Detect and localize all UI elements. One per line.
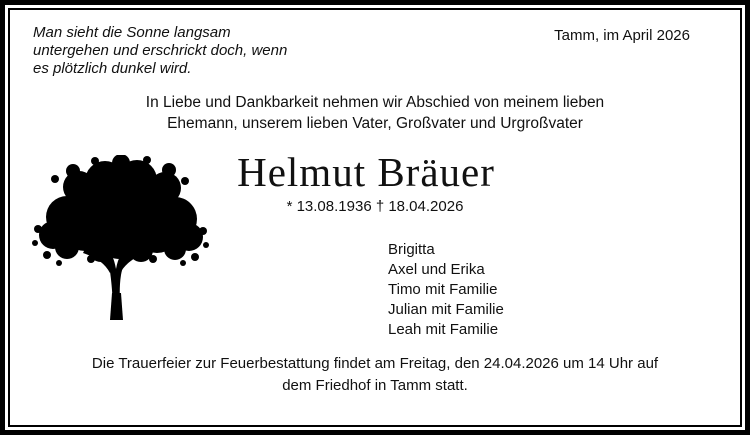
mourner-name: Timo mit Familie [388,281,498,298]
deceased-name: Helmut Bräuer [237,149,495,195]
mourner-name: Axel und Erika [388,261,485,278]
epigraph [33,24,287,78]
epigraph-line: untergehen und erschrickt doch, wenn [33,42,288,59]
dateline: Tamm, im April 2026 [554,27,690,44]
funeral-notice-line: dem Friedhof in Tamm statt. [282,377,468,394]
mourner-name: Julian mit Familie [388,301,504,318]
funeral-notice [0,353,750,397]
epigraph-line: Man sieht die Sonne langsam [33,24,231,41]
mourners-list [388,240,504,340]
epigraph-line: es plötzlich dunkel wird. [33,60,192,77]
intro-line: Ehemann, unserem lieben Vater, Großvater und Urgroßvater [167,115,583,132]
tree-silhouette-icon [25,155,215,320]
life-dates: * 13.08.1936 † 18.04.2026 [286,198,464,215]
intro-text [0,92,750,134]
funeral-notice-line: Die Trauerfeier zur Feuerbestattung findet am Freitag, den 24.04.2026 um 14 Uhr auf [91,355,659,372]
mourner-name: Leah mit Familie [388,321,499,338]
mourner-name: Brigitta [388,241,435,258]
intro-line: In Liebe und Dankbarkeit nehmen wir Abschied von meinem lieben [145,94,605,111]
